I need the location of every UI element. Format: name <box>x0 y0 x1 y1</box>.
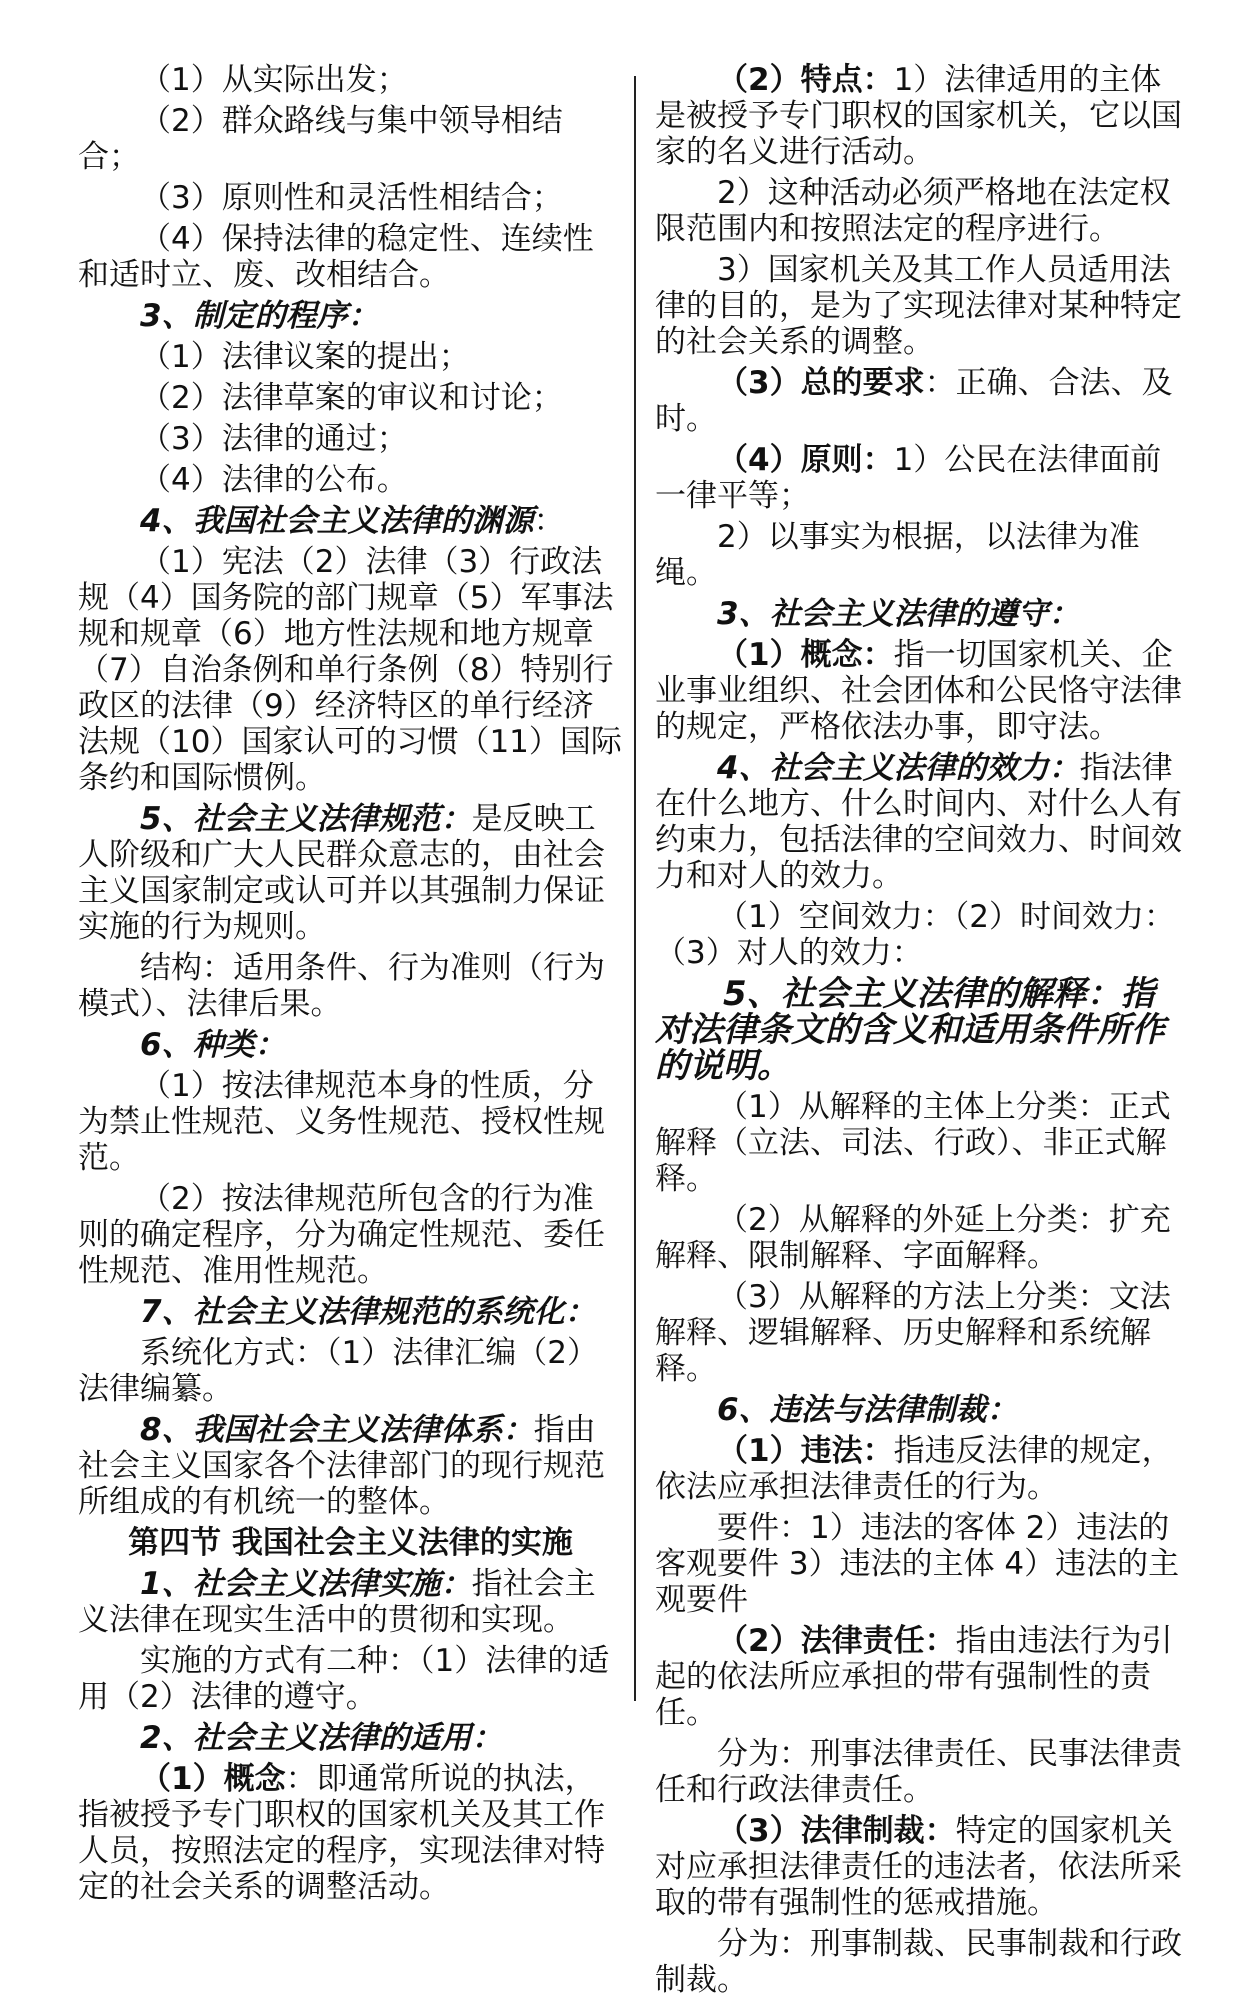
principle-item: 1）公民在法律面前一律平等； <box>655 442 1162 514</box>
structure-text: 结构：适用条件、行为准则（行为模式）、法律后果。 <box>78 950 605 1022</box>
heading-violation: 6、违法与法律制裁： <box>717 1392 1018 1428</box>
sanction-text: 特定的国家机关对应承担法律责任的违法者，依法所采取的带有强制性的惩戒措施。 <box>655 1813 1182 1921</box>
norms-paragraph <box>78 801 623 945</box>
requirements-label: （3）总的要求 <box>717 365 925 401</box>
responsibility-label: （2）法律责任： <box>717 1623 956 1659</box>
left-column <box>78 62 623 1910</box>
legal-system-paragraph <box>78 1412 623 1520</box>
systematization-text: 系统化方式：（1）法律汇编（2）法律编纂。 <box>78 1335 598 1407</box>
sanction-kinds: 分为：刑事制裁、民事制裁和行政制裁。 <box>655 1926 1182 1998</box>
responsibility-kinds: 分为：刑事法律责任、民事法律责任和行政法律责任。 <box>655 1736 1182 1808</box>
heading-effect: 4、社会主义法律的效力： <box>717 750 1080 786</box>
observance-paragraph <box>655 637 1185 745</box>
concept-paragraph <box>78 1761 623 1905</box>
principle-item: （1）从实际出发； <box>140 62 408 98</box>
heading-observance: 3、社会主义法律的遵守： <box>717 596 1080 632</box>
implementation-text: 指社会主义法律在现实生活中的贯彻和实现。 <box>78 1566 596 1638</box>
sanction-paragraph <box>655 1813 1185 1921</box>
procedure-item: （3）法律的通过； <box>140 421 408 457</box>
sources-text: （1）宪法（2）法律（3）行政法规（4）国务院的部门规章（5）军事法规和规章（6）地方性法规和地方规章（7）自治条例和单行条例（8）特别行政区的法律（9）经济特区的单行经济法规（10）国家认可的习惯（11）国际条约和国际惯例。 <box>78 544 622 796</box>
heading-colon: ： <box>533 503 565 539</box>
norms-text: 是反映工人阶级和广大人民群众意志的，由社会主义国家制定或认可并以其强制力保证实施的行为规则。 <box>78 801 605 945</box>
heading-legal-system: 8、我国社会主义法律体系： <box>140 1412 534 1448</box>
procedure-item: （4）法律的公布。 <box>140 462 408 498</box>
concept-label: （1）概念 <box>140 1761 286 1797</box>
heading-application: 2、社会主义法律的适用： <box>140 1720 503 1756</box>
principle-item: （3）原则性和灵活性相结合； <box>140 180 563 216</box>
observance-text: 指一切国家机关、企业事业组织、社会团体和公民恪守法律的规定，严格依法办事，即守法。 <box>655 637 1182 745</box>
sanction-label: （3）法律制裁： <box>717 1813 956 1849</box>
heading-systematization: 7、社会主义法律规范的系统化： <box>140 1294 596 1330</box>
elements-text: 要件：1）违法的客体 2）违法的客观要件 3）违法的主体 4）违法的主观要件 <box>655 1510 1180 1618</box>
feature-item: 3）国家机关及其工作人员适用法律的目的，是为了实现法律对某种特定的社会关系的调整。 <box>655 252 1182 360</box>
observance-label: （1）概念： <box>717 637 894 673</box>
principles-label: （4）原则： <box>717 442 894 478</box>
features-paragraph <box>655 62 1185 170</box>
principle-item: 2）以事实为根据，以法律为准绳。 <box>655 519 1140 591</box>
heading-implementation: 1、社会主义法律实施： <box>140 1566 472 1602</box>
violation-paragraph <box>655 1433 1185 1505</box>
interpretation-item: （1）从解释的主体上分类：正式解释（立法、司法、行政）、非正式解释。 <box>655 1089 1171 1197</box>
concept-text: ：即通常所说的执法，指被授予专门职权的国家机关及其工作人员，按照法定的程序，实现法律对特定的社会关系的调整活动。 <box>78 1761 605 1905</box>
implementation-paragraph <box>78 1566 623 1638</box>
sources-heading-line <box>78 503 623 539</box>
right-column <box>655 62 1185 2003</box>
heading-sources: 4、我国社会主义法律的渊源 <box>140 503 534 539</box>
interpretation-item: （2）从解释的外延上分类：扩充解释、限制解释、字面解释。 <box>655 1202 1171 1274</box>
feature-item: 2）这种活动必须严格地在法定权限范围内和按照法定的程序进行。 <box>655 175 1171 247</box>
principle-item: （4）保持法律的稳定性、连续性和适时立、废、改相结合。 <box>78 221 594 293</box>
principles-paragraph <box>655 442 1185 514</box>
violation-label: （1）违法： <box>717 1433 894 1469</box>
responsibility-text: 指由违法行为引起的依法所应承担的带有强制性的责任。 <box>655 1623 1173 1731</box>
interpretation-item: （3）从解释的方法上分类：文法解释、逻辑解释、历史解释和系统解释。 <box>655 1279 1171 1387</box>
violation-text: 指违反法律的规定，依法应承担法律责任的行为。 <box>655 1433 1173 1505</box>
section-title: 第四节 我国社会主义法律的实施 <box>128 1525 573 1561</box>
heading-procedure: 3、制定的程序： <box>140 298 379 334</box>
heading-interpretation: 5、社会主义法律的解释：指对法律条文的含义和适用条件所作的说明。 <box>655 974 1165 1086</box>
heading-norms: 5、社会主义法律规范： <box>140 801 472 837</box>
effect-list: （1）空间效力：（2）时间效力：（3）对人的效力： <box>655 899 1175 971</box>
requirements-text: ：正确、合法、及时。 <box>655 365 1173 437</box>
requirements-paragraph <box>655 365 1185 437</box>
legal-system-text: 指由社会主义国家各个法律部门的现行规范所组成的有机统一的整体。 <box>78 1412 605 1520</box>
kinds-item: （2）按法律规范所包含的行为准则的确定程序，分为确定性规范、委任性规范、准用性规范。 <box>78 1181 605 1289</box>
procedure-item: （1）法律议案的提出； <box>140 339 470 375</box>
principle-item: （2）群众路线与集中领导相结合； <box>78 103 563 175</box>
features-label: （2）特点： <box>717 62 894 98</box>
effect-text: 指法律在什么地方、什么时间内、对什么人有约束力，包括法律的空间效力、时间效力和对人的效力。 <box>655 750 1182 894</box>
feature-item: 1）法律适用的主体是被授予专门职权的国家机关，它以国家的名义进行活动。 <box>655 62 1182 170</box>
heading-kinds: 6、种类： <box>140 1027 286 1063</box>
responsibility-paragraph <box>655 1623 1185 1731</box>
kinds-item: （1）按法律规范本身的性质，分为禁止性规范、义务性规范、授权性规范。 <box>78 1068 605 1176</box>
effect-paragraph <box>655 750 1185 894</box>
procedure-item: （2）法律草案的审议和讨论； <box>140 380 563 416</box>
implementation-ways: 实施的方式有二种：（1）法律的适用（2）法律的遵守。 <box>78 1643 610 1715</box>
column-divider <box>634 76 636 1701</box>
